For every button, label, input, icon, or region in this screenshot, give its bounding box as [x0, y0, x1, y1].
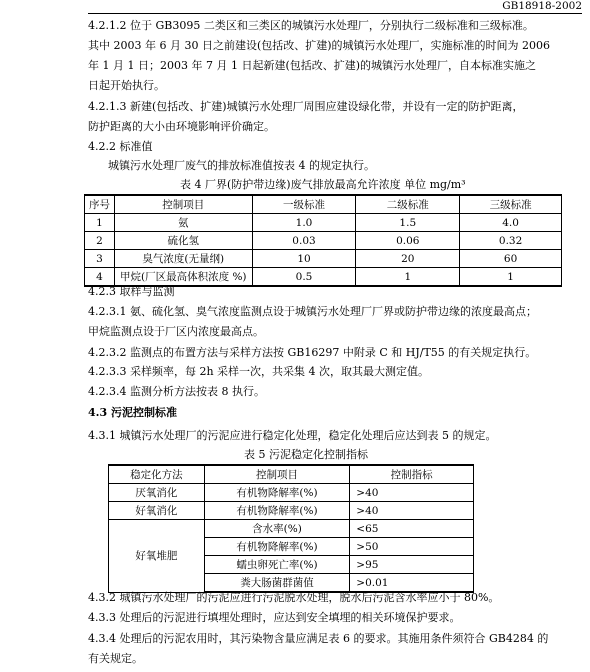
- table4-cell: 1: [85, 214, 115, 232]
- paragraph-4-3-4-line2: 有关规定。: [88, 652, 143, 665]
- paragraph-4-3-1: 4.3.1 城镇污水处理厂的污泥应进行稳定化处理，稳定化处理后应达到表 5 的规定。: [88, 429, 497, 442]
- section-4-2-3-heading: 4.2.3 取样与监测: [88, 285, 175, 298]
- paragraph-4-2-1-3-line1: 4.2.1.3 新建(包括改、扩建)城镇污水处理厂周围应建设绿化带，并设有一定的防护距离，: [88, 100, 524, 113]
- table5-item-cell: 有机物降解率(%): [204, 484, 350, 502]
- table4-cell: 甲烷(厂区最高体积浓度 %): [114, 268, 252, 287]
- table5-caption: 表 5 污泥稳定化控制指标: [244, 448, 368, 461]
- table5-value-cell: >50: [350, 538, 474, 556]
- paragraph-4-2-1-2-line3: 年 1 月 1 日；2003 年 7 月 1 日起新建(包括改、扩建)的城镇污水处理厂，自本标准实施之: [88, 59, 537, 72]
- table5-header-row: [109, 465, 474, 484]
- table4: [84, 194, 562, 287]
- table4-header-cell: 二级标准: [356, 195, 460, 214]
- table4-cell: 1: [356, 268, 460, 287]
- table5-item-cell: 蠕虫卵死亡率(%): [204, 556, 350, 574]
- table4-cell: 10: [252, 250, 356, 268]
- paragraph-4-2-1-2-line2: 其中 2003 年 6 月 30 日之前建设(包括改、扩建)的城镇污水处理厂，实施标准的时间为 2006: [88, 39, 551, 52]
- table4-cell: 1.5: [356, 214, 460, 232]
- table5-item-cell: 含水率(%): [204, 520, 350, 538]
- table5-header-cell: 稳定化方法: [109, 465, 205, 484]
- table4-cell: 4.0: [460, 214, 562, 232]
- table5-method-cell: 好氧堆肥: [109, 520, 205, 593]
- table-row: [85, 214, 562, 232]
- table-row: [85, 232, 562, 250]
- table4-cell: 2: [85, 232, 115, 250]
- table4-cell: 0.32: [460, 232, 562, 250]
- table5-method-cell: 厌氧消化: [109, 484, 205, 502]
- table4-cell: 60: [460, 250, 562, 268]
- table-row: [109, 484, 474, 502]
- table4-header-row: [85, 195, 562, 214]
- table4-cell: 1: [460, 268, 562, 287]
- paragraph-table4-intro: 城镇污水处理厂废气的排放标准值按表 4 的规定执行。: [108, 159, 375, 172]
- table4-cell: 20: [356, 250, 460, 268]
- paragraph-4-2-1-3-line2: 防护距离的大小由环境影响评价确定。: [88, 120, 275, 133]
- table4-cell: 4: [85, 268, 115, 287]
- table-row: [85, 250, 562, 268]
- table5-item-cell: 有机物降解率(%): [204, 538, 350, 556]
- table4-cell: 3: [85, 250, 115, 268]
- paragraph-4-2-3-2: 4.2.3.2 监测点的布置方法与采样方法按 GB16297 中附录 C 和 HJ/T55 的有关规定执行。: [88, 346, 537, 359]
- paragraph-4-2-3-4: 4.2.3.4 监测分析方法按表 8 执行。: [88, 385, 265, 398]
- paragraph-4-3-4-line1: 4.3.4 处理后的污泥农用时，其污染物含量应满足表 6 的要求。其施用条件须符合 GB4284 的: [88, 632, 549, 645]
- table-row: [109, 502, 474, 520]
- table5-value-cell: >40: [350, 502, 474, 520]
- section-4-3-heading: 4.3 污泥控制标准: [88, 406, 177, 419]
- table5-item-cell: 有机物降解率(%): [204, 502, 350, 520]
- table5-header-cell: 控制指标: [350, 465, 474, 484]
- table5-method-cell: 好氧消化: [109, 502, 205, 520]
- table4-header-cell: 三级标准: [460, 195, 562, 214]
- table5-header-cell: 控制项目: [204, 465, 350, 484]
- section-4-2-2-heading: 4.2.2 标准值: [88, 140, 153, 153]
- paragraph-4-2-3-3: 4.2.3.3 采样频率，每 2h 采样一次，共采集 4 次，取其最大测定值。: [88, 365, 430, 378]
- table5-value-cell: >40: [350, 484, 474, 502]
- table4-cell: 0.5: [252, 268, 356, 287]
- table4-cell: 臭气浓度(无量纲): [114, 250, 252, 268]
- table4-cell: 0.06: [356, 232, 460, 250]
- table5-item-cell: 粪大肠菌群菌值: [204, 574, 350, 593]
- table5: [108, 464, 474, 593]
- paragraph-4-2-1-2-line1: 4.2.1.2 位于 GB3095 二类区和三类区的城镇污水处理厂，分别执行二级标准和三级标准。: [88, 19, 534, 32]
- header-rule: [88, 13, 582, 14]
- table4-header-cell: 控制项目: [114, 195, 252, 214]
- table4-header-cell: 一级标准: [252, 195, 356, 214]
- table4-cell: 硫化氢: [114, 232, 252, 250]
- table5-value-cell: >0.01: [350, 574, 474, 593]
- standard-code: GB18918-2002: [502, 0, 582, 12]
- table5-value-cell: <65: [350, 520, 474, 538]
- paragraph-4-3-2: 4.3.2 城镇污水处理厂的污泥应进行污泥脱水处理，脱水后污泥含水率应小于 80%。: [88, 591, 500, 604]
- table4-cell: 氨: [114, 214, 252, 232]
- paragraph-4-2-3-1-line1: 4.2.3.1 氨、硫化氢、臭气浓度监测点设于城镇污水处理厂厂界或防护带边缘的浓度最高点；: [88, 305, 537, 318]
- table4-cell: 1.0: [252, 214, 356, 232]
- paragraph-4-2-1-2-line4: 日起开始执行。: [88, 79, 165, 92]
- table-row: [109, 520, 474, 538]
- paragraph-4-3-3: 4.3.3 处理后的污泥进行填埋处理时，应达到安全填埋的相关环境保护要求。: [88, 611, 461, 624]
- table5-value-cell: >95: [350, 556, 474, 574]
- table4-header-cell: 序号: [85, 195, 115, 214]
- table4-cell: 0.03: [252, 232, 356, 250]
- table4-caption: 表 4 厂界(防护带边缘)废气排放最高允许浓度 单位 mg/m³: [180, 178, 466, 191]
- paragraph-4-2-3-1-line2: 甲烷监测点设于厂区内浓度最高点。: [88, 325, 264, 338]
